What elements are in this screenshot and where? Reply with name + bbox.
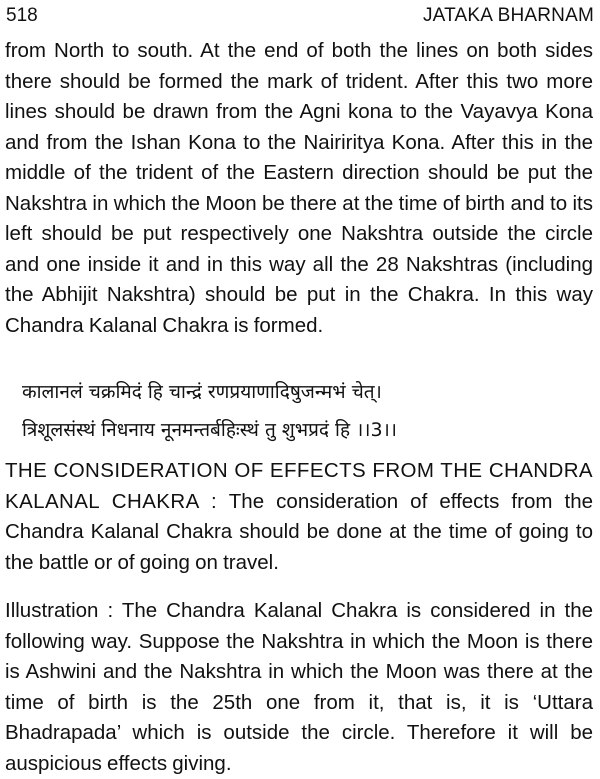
section-heading: THE CONSIDERATION OF EFFECTS FROM THE CHANDRA KALANAL CHAKRA : [5,459,593,513]
sanskrit-verse-line-1: कालानलं चक्रमिदं हि चान्द्रं रणप्रयाणादिषुजन्मभं चेत्। [22,381,382,403]
illustration-label: Illustration : [5,599,114,622]
section-text: The consideration of effects from the Chandra Kalanal Chakra should be done at the time of going to the battle or of going on travel. [5,489,594,574]
illustration-text: The Chandra Kalanal Chakra is considered in the following way. Suppose the Nakshtra in which the Moon is there is Ashwini and the Nakshtra in which the Moon was there at the time of birth is the 25th one from it, that is, it is ‘Uttara Bhadrapada’ which is outside the circle. Therefore it will be auspicious effects giving. [5,599,593,775]
sanskrit-verse-line-2: त्रिशूलसंस्थं निधनाय नूनमन्तर्बहिःस्थं तु शुभप्रदं हि ।।3।। [22,419,397,441]
paragraph-illustration [5,596,593,779]
paragraph-consideration-of-effects [5,456,593,578]
page-header [6,4,594,28]
paragraph-chakra-construction: from North to south. At the end of both the lines on both sides there should be formed the mark of trident. After this two more lines should be drawn from the Agni kona to the Vayavya Kona and from the Ishan Kona to the Nairiritya Kona. After this in the middle of the trident of the Eastern direction should be put the Nakshtra in which the Moon be there at the time of birth and to its left should be put respectively one Nakshtra outside the circle and one inside it and in this way all the 28 Nakshtras (including the Abhijit Nakshtra) should be put in the Chakra. In this way Chandra Kalanal Chakra is formed. [5,39,593,337]
running-title: JATAKA BHARNAM [422,5,594,26]
page-number: 518 [6,5,38,26]
